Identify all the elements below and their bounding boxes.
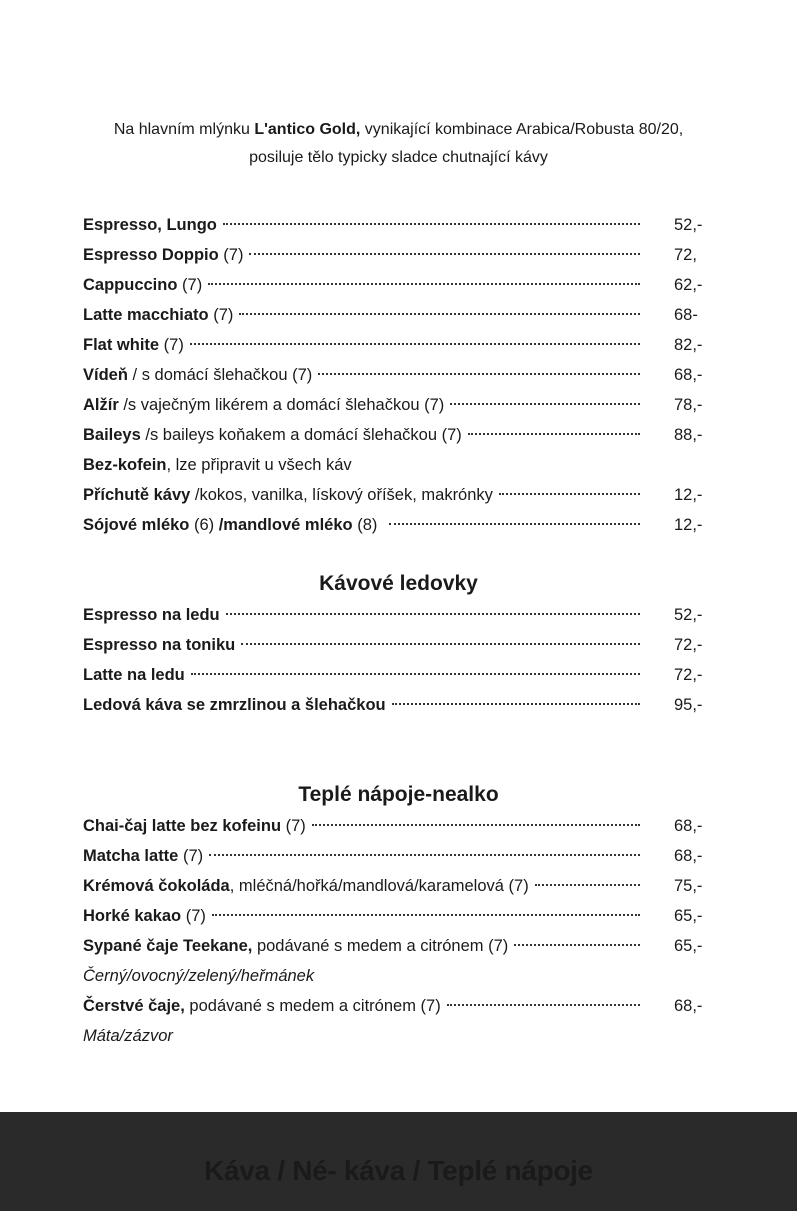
price: 72,- <box>674 636 703 654</box>
coffee-section <box>83 210 708 540</box>
menu-item: Flat white (7) 82,- <box>83 330 708 360</box>
price: 68,- <box>674 366 703 384</box>
price: 12,- <box>674 486 703 504</box>
intro-line-1: Na hlavním mlýnku L'antico Gold, vynikající kombinace Arabica/Robusta 80/20, <box>113 121 684 138</box>
price: 12,- <box>674 516 703 534</box>
hot-section <box>83 811 708 1051</box>
tea-flavors-note: Černý/ovocný/zelený/heřmánek <box>83 967 315 985</box>
menu-item: Baileys /s baileys koňakem a domácí šlehačkou (7) 88,- <box>83 420 708 450</box>
menu-item: Sypané čaje Teekane, podávané s medem a citrónem (7) 65,- <box>83 931 708 961</box>
menu-item: Sójové mléko (6) /mandlové mléko (8) 12,- <box>83 510 708 540</box>
menu-item: Horké kakao (7) 65,- <box>83 901 708 931</box>
price: 78,- <box>674 396 703 414</box>
fresh-tea-flavors-note: Máta/zázvor <box>83 1027 173 1045</box>
price: 72,- <box>674 666 703 684</box>
brand-name: L'antico Gold, <box>254 121 361 138</box>
intro-line-2: posiluje tělo typicky sladce chutnající kávy <box>249 149 548 166</box>
menu-item: Krémová čokoláda, mléčná/hořká/mandlová/karamelová (7) 75,- <box>83 871 708 901</box>
price: 68,- <box>674 847 703 865</box>
section-heading-hot: Teplé nápoje-nealko <box>298 783 499 806</box>
price: 82,- <box>674 336 703 354</box>
price: 65,- <box>674 937 703 955</box>
section-heading-iced: Kávové ledovky <box>319 572 478 595</box>
menu-item: Ledová káva se zmrzlinou a šlehačkou 95,- <box>83 690 708 720</box>
price: 88,- <box>674 426 703 444</box>
intro-text <box>0 116 797 172</box>
price: 52,- <box>674 606 703 624</box>
price: 62,- <box>674 276 703 294</box>
menu-item: Matcha latte (7) 68,- <box>83 841 708 871</box>
menu-item: Cappuccino (7) 62,- <box>83 270 708 300</box>
price: 65,- <box>674 907 703 925</box>
footer-title: Káva / Né- káva / Teplé nápoje <box>204 1155 593 1186</box>
menu-item: Espresso Doppio (7) 72, <box>83 240 708 270</box>
iced-section <box>83 600 708 720</box>
price: 52,- <box>674 216 703 234</box>
menu-item: Espresso na toniku 72,- <box>83 630 708 660</box>
price: 95,- <box>674 696 703 714</box>
price: 68,- <box>674 997 703 1015</box>
price: 72, <box>674 246 697 264</box>
price: 68,- <box>674 817 703 835</box>
menu-item: Espresso na ledu 52,- <box>83 600 708 630</box>
price: 75,- <box>674 877 703 895</box>
menu-item: Chai-čaj latte bez kofeinu (7) 68,- <box>83 811 708 841</box>
decaf-note: Bez-kofein, lze připravit u všech káv <box>83 456 352 474</box>
menu-item: Latte na ledu 72,- <box>83 660 708 690</box>
menu-item: Espresso, Lungo 52,- <box>83 210 708 240</box>
menu-item: Čerstvé čaje, podávané s medem a citrónem (7) 68,- <box>83 991 708 1021</box>
menu-item: Příchutě kávy /kokos, vanilka, lískový oříšek, makrónky 12,- <box>83 480 708 510</box>
menu-item: Alžír /s vaječným likérem a domácí šlehačkou (7) 78,- <box>83 390 708 420</box>
price: 68- <box>674 306 698 324</box>
menu-item: Latte macchiato (7) 68- <box>83 300 708 330</box>
menu-item: Vídeň / s domácí šlehačkou (7) 68,- <box>83 360 708 390</box>
